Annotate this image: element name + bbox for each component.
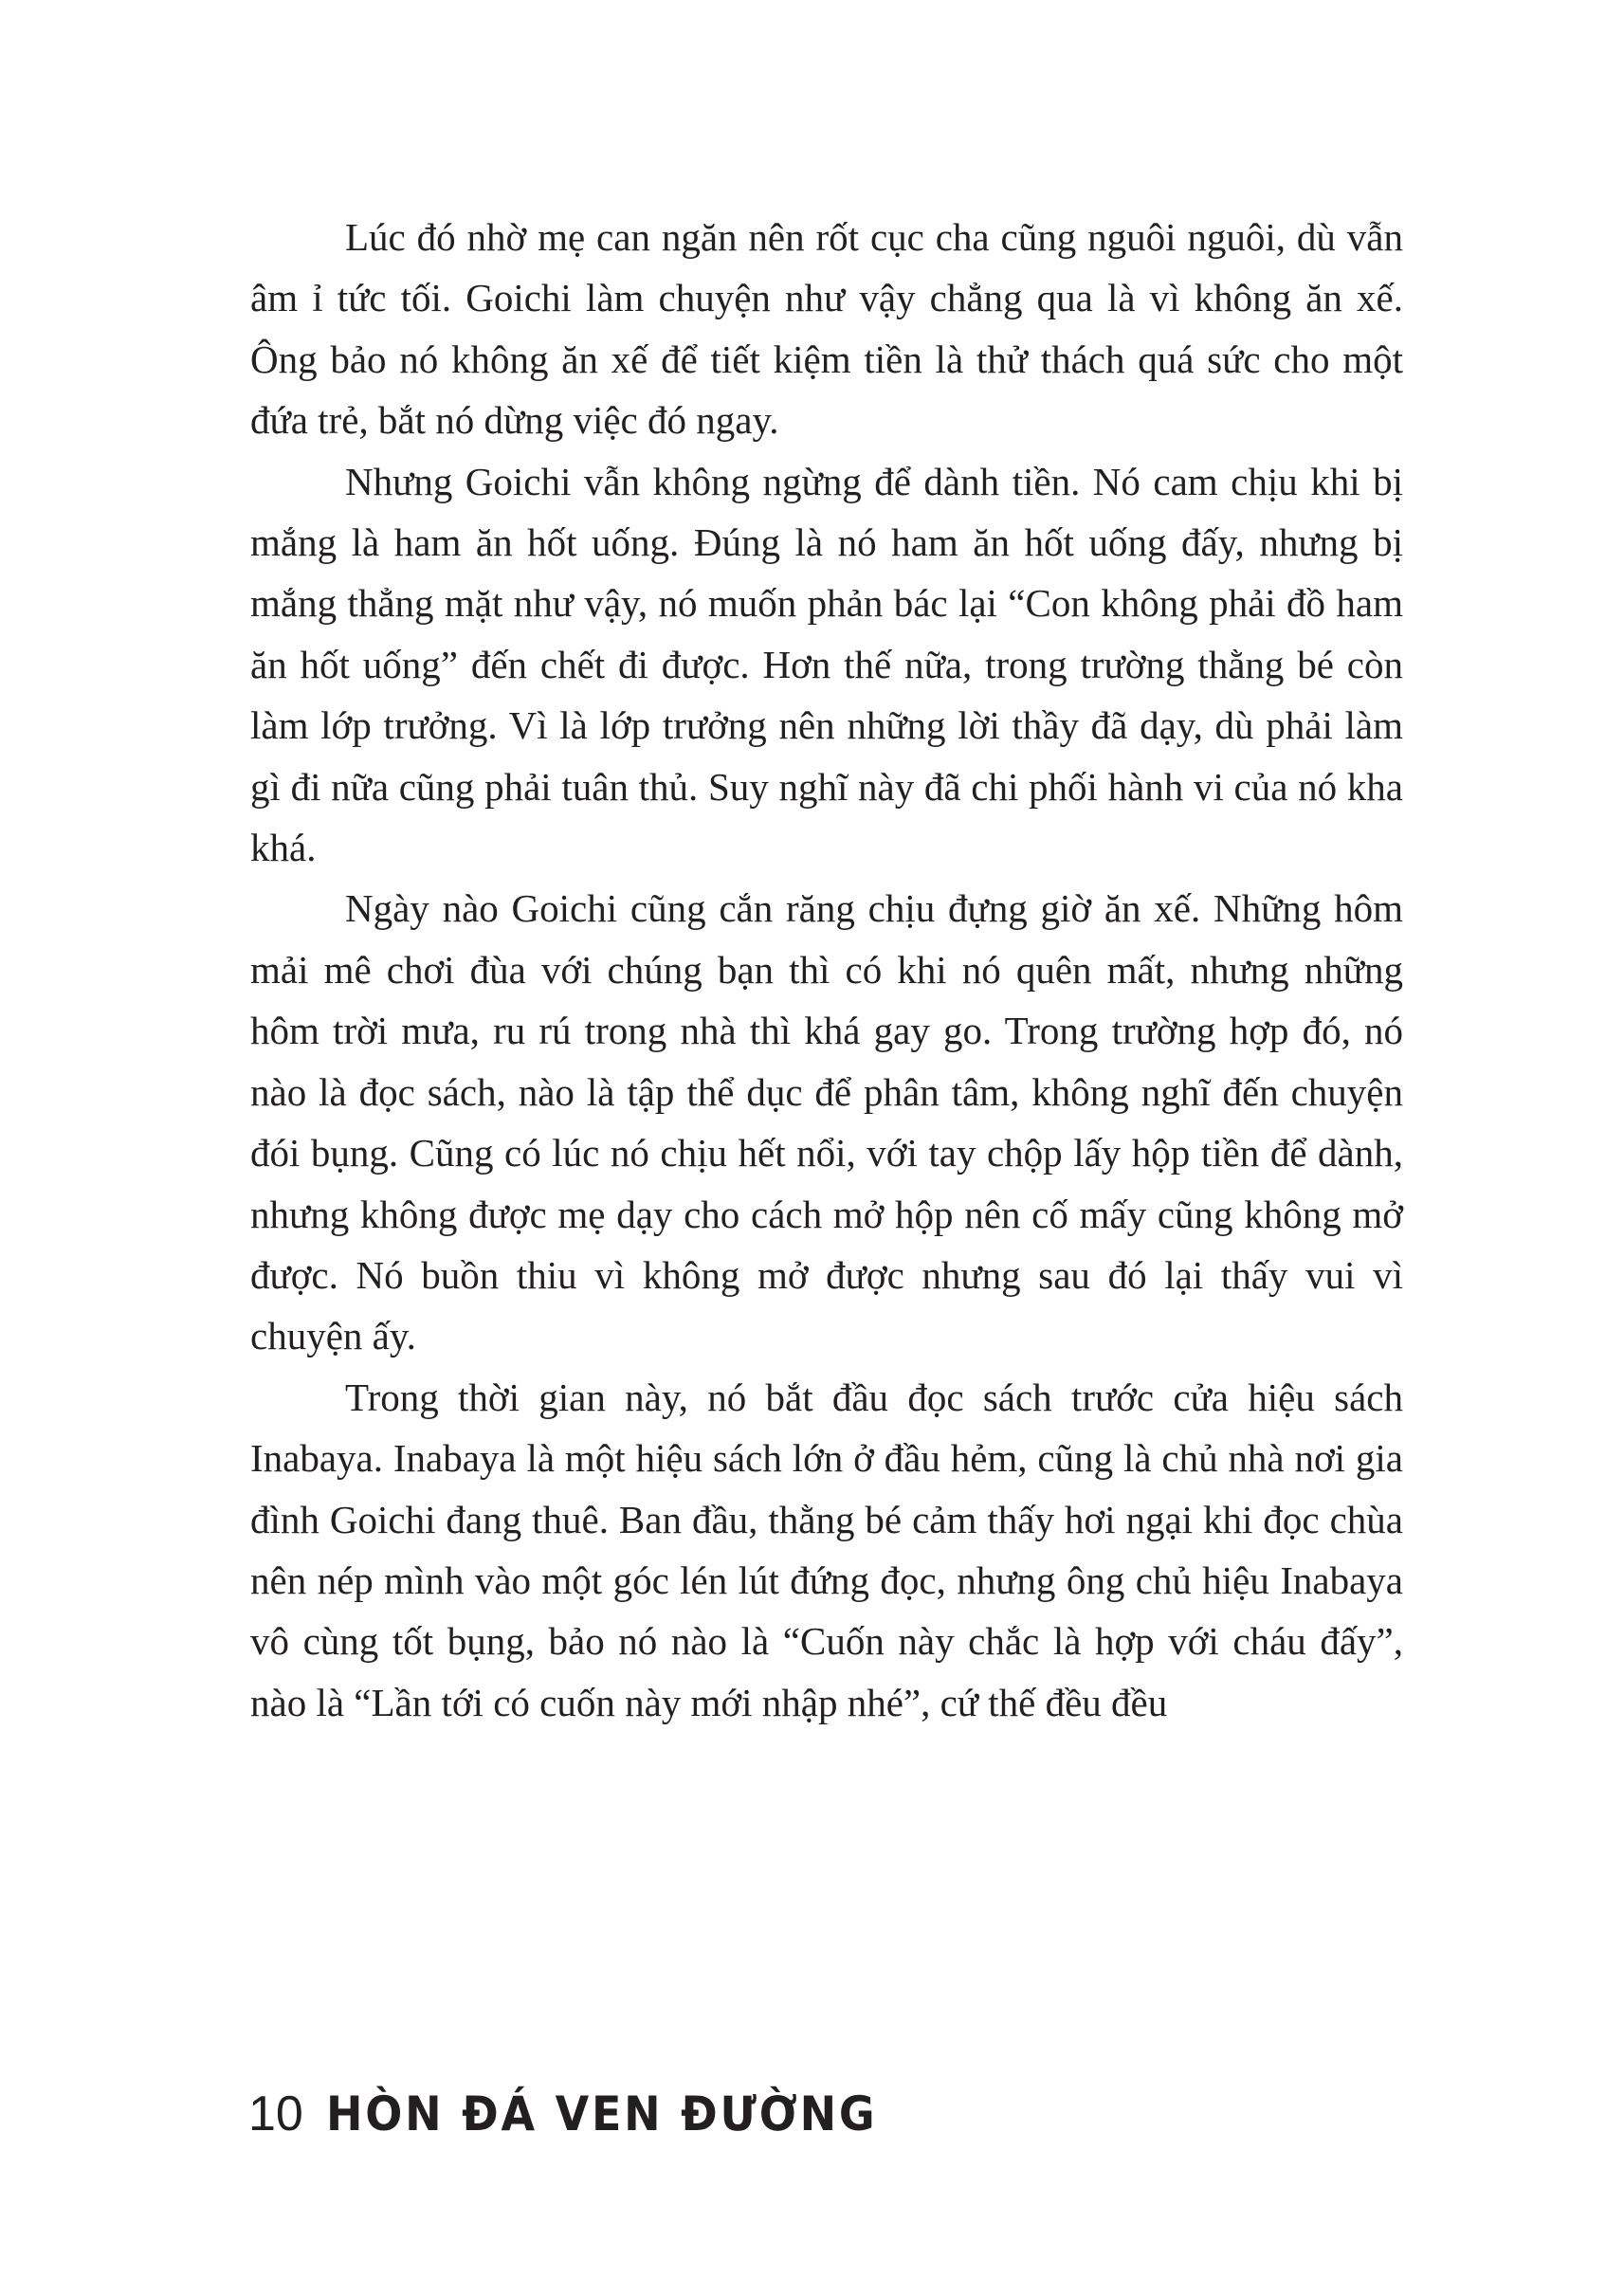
page-footer — [248, 2086, 925, 2161]
paragraph-2: Nhưng Goichi vẫn không ngừng để dành tiền. Nó cam chịu khi bị mắng là ham ăn hốt uống. Đúng là nó ham ăn hốt uống đấy, nhưng bị mắng thẳng mặt như vậy, nó muốn phản bác lại “Con không phải đồ ham ăn hốt uống” đến chết đi được. Hơn thế nữa, trong trường thằng bé còn làm lớp trưởng. Vì là lớp trưởng nên những lời thầy đã dạy, dù phải làm gì đi nữa cũng phải tuân thủ. Suy nghĩ này đã chi phối hành vi của nó kha khá. — [250, 459, 1403, 870]
page-number: 10 — [248, 2086, 303, 2141]
paragraph-4: Trong thời gian này, nó bắt đầu đọc sách trước cửa hiệu sách Inabaya. Inabaya là một hiệu sách lớn ở đầu hẻm, cũng là chủ nhà nơi gia đình Goichi đang thuê. Ban đầu, thằng bé cảm thấy hơi ngại khi đọc chùa nên nép mình vào một góc lén lút đứng đọc, nhưng ông chủ hiệu Inabaya vô cùng tốt bụng, bảo nó nào là “Cuốn này chắc là hợp với cháu đấy”, nào là “Lần tới có cuốn này mới nhập nhé”, cứ thế đều đều — [250, 1375, 1403, 1724]
paragraph-1: Lúc đó nhờ mẹ can ngăn nên rốt cục cha cũng nguôi nguôi, dù vẫn âm ỉ tức tối. Goichi làm chuyện như vậy chẳng qua là vì không ăn xế. Ông bảo nó không ăn xế để tiết kiệm tiền là thử thách quá sức cho một đứa trẻ, bắt nó dừng việc đó ngay. — [250, 215, 1403, 443]
paragraph-3: Ngày nào Goichi cũng cắn răng chịu đựng giờ ăn xế. Những hôm mải mê chơi đùa với chúng bạn thì có khi nó quên mất, nhưng những hôm trời mưa, ru rú trong nhà thì khá gay go. Trong trường hợp đó, nó nào là đọc sách, nào là tập thể dục để phân tâm, không nghĩ đến chuyện đói bụng. Cũng có lúc nó chịu hết nổi, với tay chộp lấy hộp tiền để dành, nhưng không được mẹ dạy cho cách mở hộp nên cố mấy cũng không mở được. Nó buồn thiu vì không mở được nhưng sau đó lại thấy vui vì chuyện ấy. — [250, 886, 1403, 1358]
page-body — [250, 207, 1403, 1733]
running-title: HÒN ĐÁ VEN ĐƯỜNG — [325, 2086, 878, 2141]
